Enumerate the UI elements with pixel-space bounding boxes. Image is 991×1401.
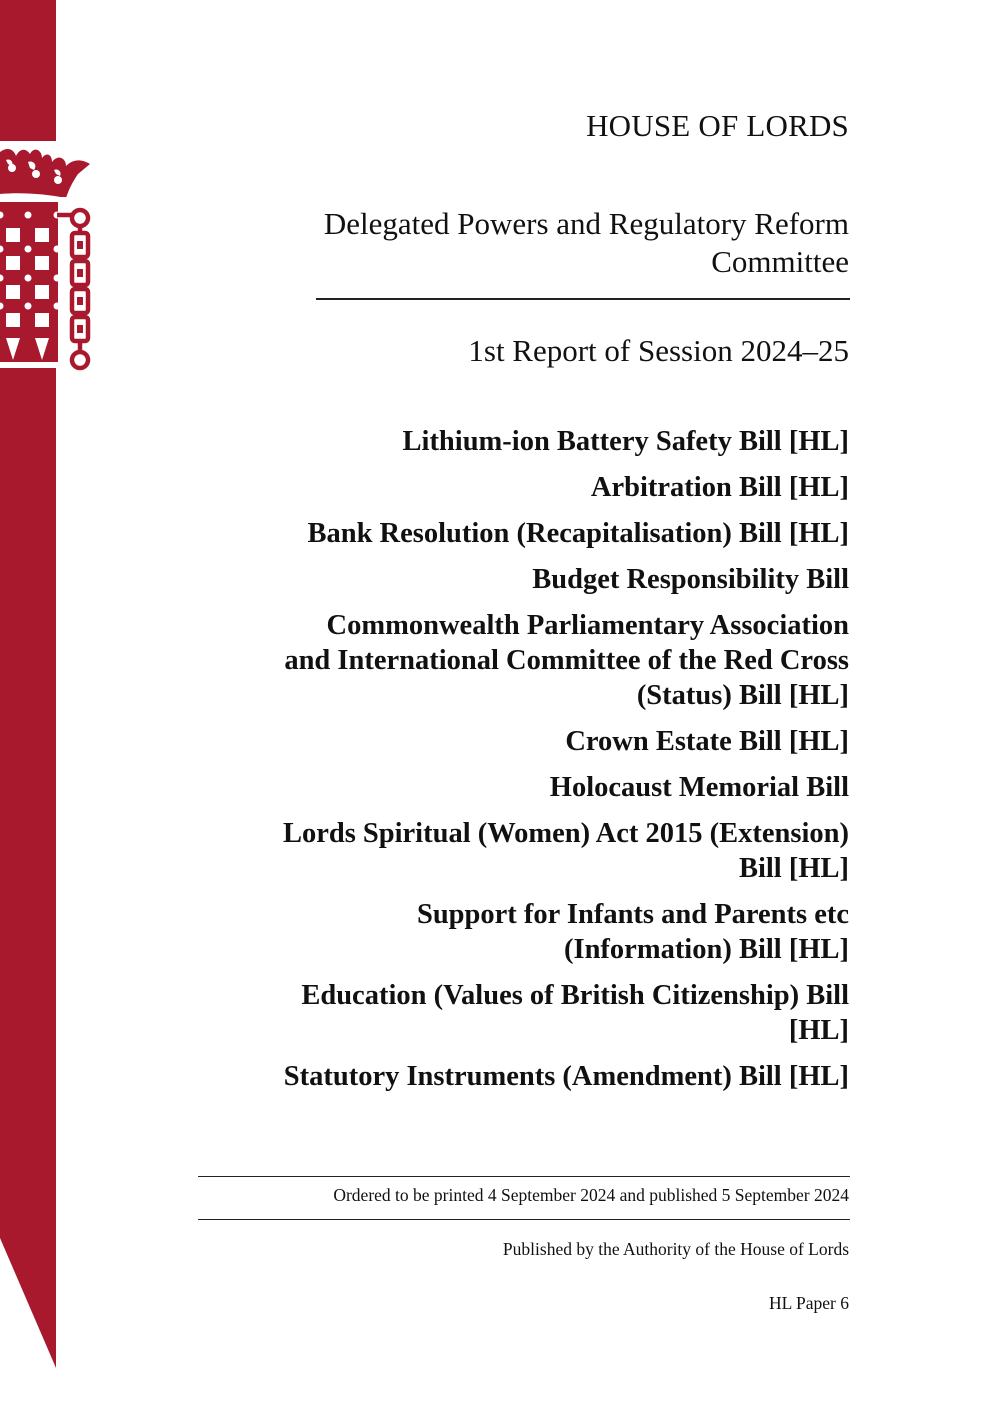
bill-title-line: Crown Estate Bill [HL] — [565, 726, 849, 757]
bill-title-line: Holocaust Memorial Bill — [549, 772, 849, 803]
footer-divider-top — [198, 1176, 850, 1177]
session-title: 1st Report of Session 2024–25 — [468, 333, 849, 368]
bill-title — [149, 470, 849, 505]
bill-title-line: Support for Infants and Parents etc — [416, 899, 849, 930]
bill-title-line: Education (Values of British Citizenship) Bill — [301, 980, 849, 1011]
print-order-date: Ordered to be printed 4 September 2024 and published 5 September 2024 — [333, 1185, 849, 1205]
bill-title-line: Commonwealth Parliamentary Association — [326, 610, 849, 641]
paper-number: HL Paper 6 — [768, 1293, 849, 1313]
bill-title — [149, 724, 849, 759]
bill-title — [149, 770, 849, 805]
bill-title-line: Arbitration Bill [HL] — [590, 472, 849, 503]
committee-name-line2: Committee — [711, 244, 849, 279]
institution-title: HOUSE OF LORDS — [586, 108, 849, 143]
portcullis-crown-icon — [0, 140, 100, 375]
bill-title-line: Budget Responsibility Bill — [532, 564, 849, 595]
bill-title-line: and International Committee of the Red Cross — [284, 645, 849, 676]
bill-title — [149, 516, 849, 551]
bill-title — [149, 608, 849, 713]
header-divider — [316, 298, 850, 300]
footer-divider-bottom — [198, 1219, 850, 1220]
bill-list — [149, 424, 849, 1105]
bill-title — [149, 424, 849, 459]
bill-title — [149, 562, 849, 597]
bill-title — [149, 1059, 849, 1094]
bill-title-line: Statutory Instruments (Amendment) Bill [HL] — [283, 1061, 849, 1092]
bill-title-line: Bill [HL] — [738, 853, 849, 884]
bill-title-line: [HL] — [788, 1015, 849, 1046]
bill-title — [149, 978, 849, 1048]
committee-name — [209, 205, 849, 281]
committee-name-line1: Delegated Powers and Regulatory Reform — [323, 206, 849, 241]
bill-title — [149, 897, 849, 967]
publisher-statement: Published by the Authority of the House of Lords — [502, 1239, 849, 1259]
bill-title-line: Bank Resolution (Recapitalisation) Bill [HL] — [307, 518, 849, 549]
bill-title-line: (Information) Bill [HL] — [564, 934, 849, 965]
bill-title-line: Lithium-ion Battery Safety Bill [HL] — [402, 426, 849, 457]
bill-title-line: Lords Spiritual (Women) Act 2015 (Extension) — [282, 818, 849, 849]
bill-title-line: (Status) Bill [HL] — [636, 680, 849, 711]
bill-title — [149, 816, 849, 886]
